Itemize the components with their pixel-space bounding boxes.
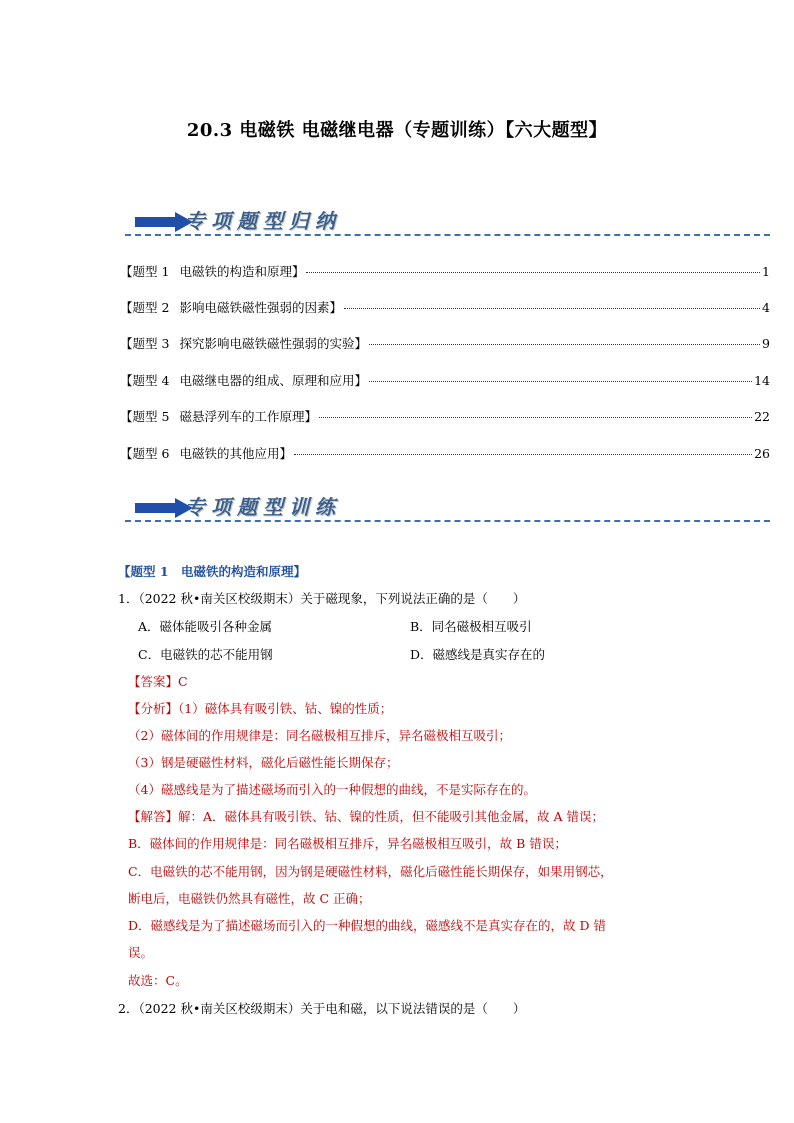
toc-item[interactable] bbox=[120, 262, 770, 280]
toc-text: 探究影响电磁铁磁性强弱的实验】 bbox=[179, 336, 367, 351]
toc-tag: 【题型 3 bbox=[120, 336, 170, 351]
toc-text: 磁悬浮列车的工作原理】 bbox=[179, 409, 317, 424]
toc-leader bbox=[369, 344, 760, 345]
question-stem: 1．（2022 秋•南关区校级期末）关于磁现象，下列说法正确的是（ ） bbox=[118, 591, 526, 606]
toc-page: 9 bbox=[762, 336, 770, 351]
toc-item[interactable] bbox=[120, 444, 770, 462]
toc-item[interactable] bbox=[120, 334, 770, 352]
toc-tag: 【题型 4 bbox=[120, 373, 170, 388]
toc-item[interactable] bbox=[120, 407, 770, 425]
question-stem: 2．（2022 秋•南关区校级期末）关于电和磁，以下说法错误的是（ ） bbox=[118, 1001, 526, 1016]
toc-leader bbox=[306, 272, 760, 273]
toc-text: 电磁铁的构造和原理】 bbox=[179, 264, 305, 279]
toc-leader bbox=[344, 308, 760, 309]
solution-text: B．磁体间的作用规律是：同名磁极相互排斥，异名磁极相互吸引，故 B 错误； bbox=[128, 836, 567, 851]
toc-leader bbox=[319, 417, 752, 418]
solution-text: 断电后，电磁铁仍然具有磁性，故 C 正确； bbox=[128, 891, 371, 906]
analysis-label: 【分析】 bbox=[128, 701, 179, 716]
question-type-heading: 【题型 1 电磁铁的构造和原理】 bbox=[118, 564, 307, 579]
solution-text: 故选：C。 bbox=[128, 973, 188, 988]
section-divider bbox=[125, 234, 770, 236]
solution-text: 解：A．磁体具有吸引铁、钴、镍的性质，但不能吸引其他金属，故 A 错误； bbox=[178, 809, 605, 824]
toc-leader bbox=[369, 381, 752, 382]
toc-page: 1 bbox=[762, 264, 770, 279]
option-d: D．磁感线是真实存在的 bbox=[410, 647, 546, 662]
toc-leader bbox=[294, 454, 752, 455]
toc-text: 影响电磁铁磁性强弱的因素】 bbox=[179, 300, 342, 315]
page-title: 20.3 电磁铁 电磁继电器（专题训练）【六大题型】 bbox=[186, 120, 608, 141]
section-header-summary bbox=[125, 200, 770, 240]
answer-label: 【答案】 bbox=[128, 674, 179, 689]
toc-page: 14 bbox=[754, 373, 770, 388]
answer-value: C bbox=[178, 674, 188, 689]
option-a: A．磁体能吸引各种金属 bbox=[138, 619, 273, 634]
toc-page: 26 bbox=[754, 446, 770, 461]
solution-text: C．电磁铁的芯不能用钢，因为钢是硬磁性材料，磁化后磁性能长期保存，如果用钢芯， bbox=[128, 864, 613, 879]
analysis-text: （3）钢是硬磁性材料，磁化后磁性能长期保存； bbox=[128, 755, 399, 770]
toc-page: 22 bbox=[754, 409, 770, 424]
solution-line bbox=[128, 803, 604, 830]
toc-tag: 【题型 6 bbox=[120, 446, 170, 461]
solution-text: D．磁感线是为了描述磁场而引入的一种假想的曲线，磁感线不是真实存在的，故 D 错 bbox=[128, 918, 606, 933]
toc-tag: 【题型 2 bbox=[120, 300, 170, 315]
section-header-training bbox=[125, 486, 770, 526]
section-title: 专项题型归纳 bbox=[185, 209, 341, 233]
toc-page: 4 bbox=[762, 300, 770, 315]
section-divider bbox=[125, 520, 770, 522]
toc-item[interactable] bbox=[120, 371, 770, 389]
toc-tag: 【题型 1 bbox=[120, 264, 170, 279]
analysis-line bbox=[128, 695, 392, 722]
solution-label: 【解答】 bbox=[128, 809, 179, 824]
solution-text: 误。 bbox=[128, 945, 154, 960]
option-c: C．电磁铁的芯不能用钢 bbox=[138, 647, 273, 662]
toc-text: 电磁继电器的组成、原理和应用】 bbox=[179, 373, 367, 388]
answer-line bbox=[128, 668, 188, 695]
toc-tag: 【题型 5 bbox=[120, 409, 170, 424]
analysis-text: （4）磁感线是为了描述磁场而引入的一种假想的曲线，不是实际存在的。 bbox=[128, 782, 536, 797]
option-b: B．同名磁极相互吸引 bbox=[410, 619, 532, 634]
section-title: 专项题型训练 bbox=[185, 495, 341, 519]
toc-item[interactable] bbox=[120, 298, 770, 316]
analysis-text: （1）磁体具有吸引铁、钴、镍的性质； bbox=[178, 701, 393, 716]
analysis-text: （2）磁体间的作用规律是：同名磁极相互排斥，异名磁极相互吸引； bbox=[128, 728, 511, 743]
toc-text: 电磁铁的其他应用】 bbox=[179, 446, 292, 461]
